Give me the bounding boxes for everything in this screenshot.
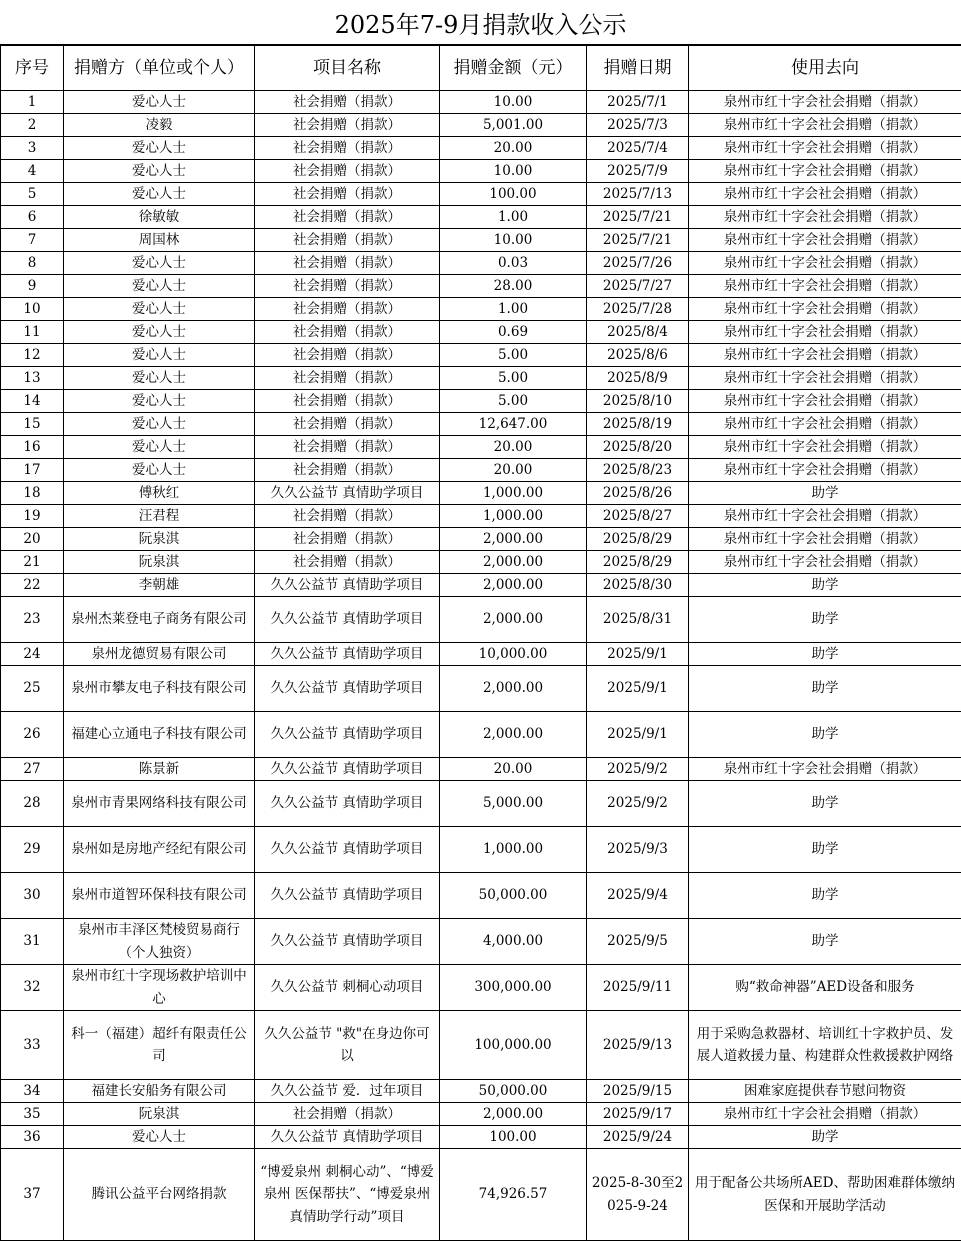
table-row: [1, 436, 961, 459]
cell-donor: 爱心人士: [64, 344, 255, 367]
cell-date: 2025/9/15: [587, 1080, 689, 1103]
cell-amount: 0.69: [440, 321, 587, 344]
cell-amount: 20.00: [440, 459, 587, 482]
cell-usage: 泉州市红十字会社会捐赠（捐款）: [689, 160, 961, 183]
cell-amount: 10.00: [440, 229, 587, 252]
cell-donor: 腾讯公益平台网络捐款: [64, 1149, 255, 1241]
cell-project: 久久公益节 刺桐心动项目: [255, 965, 440, 1011]
table-row: [1, 160, 961, 183]
cell-project: 久久公益节 真情助学项目: [255, 597, 440, 643]
cell-usage: 泉州市红十字会社会捐赠（捐款）: [689, 528, 961, 551]
cell-date: 2025/8/29: [587, 551, 689, 574]
cell-amount: 20.00: [440, 137, 587, 160]
cell-donor: 泉州市丰泽区梵棱贸易商行（个人独资）: [64, 919, 255, 965]
cell-usage: 助学: [689, 919, 961, 965]
cell-amount: 2,000.00: [440, 666, 587, 712]
cell-usage: 泉州市红十字会社会捐赠（捐款）: [689, 137, 961, 160]
cell-date: 2025/9/24: [587, 1126, 689, 1149]
cell-amount: 1,000.00: [440, 482, 587, 505]
cell-donor: 爱心人士: [64, 1126, 255, 1149]
cell-serial: 11: [1, 321, 64, 344]
cell-date: 2025/7/3: [587, 114, 689, 137]
cell-serial: 10: [1, 298, 64, 321]
table-row: [1, 1080, 961, 1103]
cell-usage: 购“救命神器”AED设备和服务: [689, 965, 961, 1011]
cell-usage: 助学: [689, 597, 961, 643]
cell-date: 2025/8/23: [587, 459, 689, 482]
cell-usage: 泉州市红十字会社会捐赠（捐款）: [689, 252, 961, 275]
cell-amount: 10.00: [440, 160, 587, 183]
header-usage: 使用去向: [689, 46, 961, 91]
cell-usage: 助学: [689, 827, 961, 873]
cell-amount: 5,000.00: [440, 781, 587, 827]
cell-usage: 用于采购急救器材、培训红十字救护员、发展人道救援力量、构建群众性救援救护网络: [689, 1011, 961, 1080]
cell-usage: 泉州市红十字会社会捐赠（捐款）: [689, 505, 961, 528]
table-row: [1, 344, 961, 367]
cell-serial: 8: [1, 252, 64, 275]
cell-amount: 1,000.00: [440, 827, 587, 873]
cell-donor: 科一（福建）超纤有限责任公司: [64, 1011, 255, 1080]
header-date: 捐赠日期: [587, 46, 689, 91]
cell-project: 社会捐赠（捐款）: [255, 160, 440, 183]
cell-amount: 2,000.00: [440, 597, 587, 643]
cell-donor: 阮泉淇: [64, 528, 255, 551]
cell-usage: 泉州市红十字会社会捐赠（捐款）: [689, 459, 961, 482]
cell-donor: 爱心人士: [64, 252, 255, 275]
cell-project: 社会捐赠（捐款）: [255, 551, 440, 574]
cell-date: 2025/9/4: [587, 873, 689, 919]
cell-donor: 爱心人士: [64, 160, 255, 183]
cell-project: 久久公益节 真情助学项目: [255, 482, 440, 505]
cell-serial: 12: [1, 344, 64, 367]
cell-project: 久久公益节 真情助学项目: [255, 666, 440, 712]
cell-amount: 1.00: [440, 298, 587, 321]
table-row: [1, 781, 961, 827]
cell-donor: 李朝雄: [64, 574, 255, 597]
cell-donor: 爱心人士: [64, 183, 255, 206]
header-serial: 序号: [1, 46, 64, 91]
cell-serial: 20: [1, 528, 64, 551]
cell-date: 2025/7/4: [587, 137, 689, 160]
cell-donor: 爱心人士: [64, 298, 255, 321]
table-row: [1, 413, 961, 436]
cell-serial: 4: [1, 160, 64, 183]
cell-donor: 爱心人士: [64, 91, 255, 114]
cell-donor: 汪君程: [64, 505, 255, 528]
cell-amount: 2,000.00: [440, 574, 587, 597]
cell-donor: 陈景新: [64, 758, 255, 781]
cell-donor: 周国林: [64, 229, 255, 252]
cell-project: 久久公益节 爱．过年项目: [255, 1080, 440, 1103]
table-row: [1, 137, 961, 160]
cell-donor: 阮泉淇: [64, 551, 255, 574]
cell-serial: 22: [1, 574, 64, 597]
cell-date: 2025/8/19: [587, 413, 689, 436]
cell-donor: 爱心人士: [64, 390, 255, 413]
cell-serial: 23: [1, 597, 64, 643]
cell-date: 2025/8/10: [587, 390, 689, 413]
cell-amount: 300,000.00: [440, 965, 587, 1011]
cell-date: 2025/8/4: [587, 321, 689, 344]
cell-date: 2025/9/17: [587, 1103, 689, 1126]
table-row: [1, 551, 961, 574]
cell-usage: 泉州市红十字会社会捐赠（捐款）: [689, 275, 961, 298]
cell-date: 2025/9/2: [587, 781, 689, 827]
cell-serial: 27: [1, 758, 64, 781]
table-row: [1, 873, 961, 919]
cell-project: 社会捐赠（捐款）: [255, 459, 440, 482]
table-row: [1, 758, 961, 781]
table-row: [1, 367, 961, 390]
cell-date: 2025/7/1: [587, 91, 689, 114]
cell-usage: 助学: [689, 712, 961, 758]
cell-serial: 3: [1, 137, 64, 160]
cell-date: 2025-8-30至2025-9-24: [587, 1149, 689, 1241]
cell-amount: 28.00: [440, 275, 587, 298]
cell-amount: 2,000.00: [440, 1103, 587, 1126]
cell-amount: 100,000.00: [440, 1011, 587, 1080]
cell-amount: 1,000.00: [440, 505, 587, 528]
cell-donor: 阮泉淇: [64, 1103, 255, 1126]
cell-date: 2025/7/26: [587, 252, 689, 275]
cell-usage: 助学: [689, 873, 961, 919]
cell-project: 久久公益节 真情助学项目: [255, 574, 440, 597]
cell-date: 2025/9/11: [587, 965, 689, 1011]
cell-serial: 16: [1, 436, 64, 459]
cell-serial: 33: [1, 1011, 64, 1080]
cell-donor: 爱心人士: [64, 137, 255, 160]
header-amount: 捐赠金额（元）: [440, 46, 587, 91]
header-donor: 捐赠方（单位或个人）: [64, 46, 255, 91]
table-row: [1, 252, 961, 275]
cell-amount: 2,000.00: [440, 528, 587, 551]
cell-project: 久久公益节 真情助学项目: [255, 712, 440, 758]
cell-serial: 14: [1, 390, 64, 413]
cell-donor: 徐敏敏: [64, 206, 255, 229]
cell-date: 2025/8/27: [587, 505, 689, 528]
cell-date: 2025/8/31: [587, 597, 689, 643]
header-project: 项目名称: [255, 46, 440, 91]
cell-usage: 泉州市红十字会社会捐赠（捐款）: [689, 413, 961, 436]
cell-project: 久久公益节 真情助学项目: [255, 827, 440, 873]
cell-project: 社会捐赠（捐款）: [255, 137, 440, 160]
cell-donor: 福建心立通电子科技有限公司: [64, 712, 255, 758]
table-row: [1, 390, 961, 413]
cell-amount: 100.00: [440, 1126, 587, 1149]
cell-amount: 10,000.00: [440, 643, 587, 666]
cell-amount: 5,001.00: [440, 114, 587, 137]
cell-project: 社会捐赠（捐款）: [255, 275, 440, 298]
cell-amount: 5.00: [440, 344, 587, 367]
cell-date: 2025/7/28: [587, 298, 689, 321]
cell-date: 2025/8/26: [587, 482, 689, 505]
table-row: [1, 1011, 961, 1080]
cell-usage: 泉州市红十字会社会捐赠（捐款）: [689, 390, 961, 413]
cell-serial: 37: [1, 1149, 64, 1241]
cell-donor: 泉州市攀友电子科技有限公司: [64, 666, 255, 712]
cell-project: 社会捐赠（捐款）: [255, 436, 440, 459]
header-row: [1, 46, 961, 91]
cell-serial: 18: [1, 482, 64, 505]
cell-amount: 0.03: [440, 252, 587, 275]
cell-date: 2025/8/20: [587, 436, 689, 459]
table-row: [1, 528, 961, 551]
cell-donor: 福建长安船务有限公司: [64, 1080, 255, 1103]
table-row: [1, 505, 961, 528]
cell-serial: 1: [1, 91, 64, 114]
cell-usage: 泉州市红十字会社会捐赠（捐款）: [689, 91, 961, 114]
cell-date: 2025/7/21: [587, 229, 689, 252]
cell-date: 2025/7/9: [587, 160, 689, 183]
cell-donor: 傅秋红: [64, 482, 255, 505]
cell-usage: 泉州市红十字会社会捐赠（捐款）: [689, 367, 961, 390]
cell-project: 久久公益节 真情助学项目: [255, 919, 440, 965]
cell-project: 社会捐赠（捐款）: [255, 367, 440, 390]
cell-usage: 泉州市红十字会社会捐赠（捐款）: [689, 183, 961, 206]
cell-amount: 50,000.00: [440, 1080, 587, 1103]
cell-project: 久久公益节 真情助学项目: [255, 758, 440, 781]
table-row: [1, 827, 961, 873]
cell-amount: 12,647.00: [440, 413, 587, 436]
cell-project: “博爱泉州 刺桐心动”、“博爱泉州 医保帮扶”、“博爱泉州 真情助学行动”项目: [255, 1149, 440, 1241]
cell-amount: 5.00: [440, 390, 587, 413]
table-row: [1, 1103, 961, 1126]
cell-project: 社会捐赠（捐款）: [255, 114, 440, 137]
cell-usage: 泉州市红十字会社会捐赠（捐款）: [689, 321, 961, 344]
cell-serial: 35: [1, 1103, 64, 1126]
cell-serial: 25: [1, 666, 64, 712]
cell-project: 社会捐赠（捐款）: [255, 528, 440, 551]
cell-date: 2025/7/27: [587, 275, 689, 298]
cell-serial: 15: [1, 413, 64, 436]
cell-date: 2025/9/13: [587, 1011, 689, 1080]
cell-project: 社会捐赠（捐款）: [255, 390, 440, 413]
cell-usage: 泉州市红十字会社会捐赠（捐款）: [689, 298, 961, 321]
table-body: [1, 91, 961, 1241]
cell-project: 社会捐赠（捐款）: [255, 1103, 440, 1126]
cell-project: 久久公益节 "救"在身边你可以: [255, 1011, 440, 1080]
page-title: 2025年7-9月捐款收入公示: [0, 0, 961, 45]
cell-usage: 泉州市红十字会社会捐赠（捐款）: [689, 436, 961, 459]
cell-donor: 爱心人士: [64, 459, 255, 482]
cell-serial: 6: [1, 206, 64, 229]
cell-serial: 31: [1, 919, 64, 965]
cell-project: 社会捐赠（捐款）: [255, 344, 440, 367]
table-row: [1, 643, 961, 666]
cell-amount: 2,000.00: [440, 712, 587, 758]
cell-usage: 助学: [689, 666, 961, 712]
table-row: [1, 275, 961, 298]
cell-project: 久久公益节 真情助学项目: [255, 873, 440, 919]
cell-usage: 助学: [689, 643, 961, 666]
cell-amount: 10.00: [440, 91, 587, 114]
cell-usage: 助学: [689, 482, 961, 505]
cell-amount: 20.00: [440, 436, 587, 459]
cell-donor: 泉州龙德贸易有限公司: [64, 643, 255, 666]
cell-date: 2025/8/30: [587, 574, 689, 597]
cell-amount: 1.00: [440, 206, 587, 229]
cell-usage: 泉州市红十字会社会捐赠（捐款）: [689, 344, 961, 367]
cell-usage: 用于配备公共场所AED、帮助困难群体缴纳医保和开展助学活动: [689, 1149, 961, 1241]
cell-usage: 泉州市红十字会社会捐赠（捐款）: [689, 114, 961, 137]
table-row: [1, 574, 961, 597]
cell-date: 2025/7/21: [587, 206, 689, 229]
cell-usage: 困难家庭提供春节慰问物资: [689, 1080, 961, 1103]
cell-usage: 泉州市红十字会社会捐赠（捐款）: [689, 758, 961, 781]
cell-project: 社会捐赠（捐款）: [255, 505, 440, 528]
cell-serial: 24: [1, 643, 64, 666]
table-row: [1, 482, 961, 505]
table-row: [1, 666, 961, 712]
cell-donor: 爱心人士: [64, 275, 255, 298]
table-row: [1, 91, 961, 114]
cell-donor: 泉州市青果网络科技有限公司: [64, 781, 255, 827]
cell-project: 社会捐赠（捐款）: [255, 298, 440, 321]
cell-date: 2025/9/1: [587, 643, 689, 666]
table-row: [1, 298, 961, 321]
cell-serial: 28: [1, 781, 64, 827]
cell-project: 社会捐赠（捐款）: [255, 413, 440, 436]
cell-usage: 助学: [689, 1126, 961, 1149]
cell-project: 久久公益节 真情助学项目: [255, 781, 440, 827]
table-row: [1, 965, 961, 1011]
cell-project: 社会捐赠（捐款）: [255, 229, 440, 252]
cell-amount: 100.00: [440, 183, 587, 206]
table-row: [1, 206, 961, 229]
cell-donor: 爱心人士: [64, 413, 255, 436]
cell-date: 2025/7/13: [587, 183, 689, 206]
cell-amount: 50,000.00: [440, 873, 587, 919]
cell-amount: 20.00: [440, 758, 587, 781]
cell-donor: 爱心人士: [64, 321, 255, 344]
cell-date: 2025/8/9: [587, 367, 689, 390]
cell-donor: 泉州市红十字现场救护培训中心: [64, 965, 255, 1011]
table-row: [1, 229, 961, 252]
cell-donor: 爱心人士: [64, 367, 255, 390]
cell-serial: 5: [1, 183, 64, 206]
donation-table: [0, 45, 961, 1241]
cell-amount: 4,000.00: [440, 919, 587, 965]
cell-project: 社会捐赠（捐款）: [255, 183, 440, 206]
cell-usage: 泉州市红十字会社会捐赠（捐款）: [689, 1103, 961, 1126]
cell-serial: 30: [1, 873, 64, 919]
cell-serial: 29: [1, 827, 64, 873]
cell-donor: 凌毅: [64, 114, 255, 137]
cell-usage: 泉州市红十字会社会捐赠（捐款）: [689, 551, 961, 574]
table-row: [1, 459, 961, 482]
table-row: [1, 183, 961, 206]
cell-serial: 2: [1, 114, 64, 137]
table-row: [1, 919, 961, 965]
cell-amount: 2,000.00: [440, 551, 587, 574]
cell-project: 久久公益节 真情助学项目: [255, 1126, 440, 1149]
cell-usage: 泉州市红十字会社会捐赠（捐款）: [689, 229, 961, 252]
cell-usage: 泉州市红十字会社会捐赠（捐款）: [689, 206, 961, 229]
cell-project: 久久公益节 真情助学项目: [255, 643, 440, 666]
cell-project: 社会捐赠（捐款）: [255, 206, 440, 229]
cell-usage: 助学: [689, 781, 961, 827]
cell-date: 2025/9/2: [587, 758, 689, 781]
cell-amount: 5.00: [440, 367, 587, 390]
table-row: [1, 321, 961, 344]
cell-donor: 泉州杰莱登电子商务有限公司: [64, 597, 255, 643]
cell-serial: 21: [1, 551, 64, 574]
cell-serial: 13: [1, 367, 64, 390]
cell-project: 社会捐赠（捐款）: [255, 321, 440, 344]
cell-serial: 17: [1, 459, 64, 482]
cell-serial: 32: [1, 965, 64, 1011]
cell-project: 社会捐赠（捐款）: [255, 252, 440, 275]
cell-donor: 泉州如是房地产经纪有限公司: [64, 827, 255, 873]
cell-serial: 7: [1, 229, 64, 252]
cell-serial: 36: [1, 1126, 64, 1149]
cell-date: 2025/9/3: [587, 827, 689, 873]
table-row: [1, 114, 961, 137]
cell-date: 2025/9/5: [587, 919, 689, 965]
table-row: [1, 712, 961, 758]
cell-donor: 爱心人士: [64, 436, 255, 459]
cell-project: 社会捐赠（捐款）: [255, 91, 440, 114]
table-row: [1, 1126, 961, 1149]
cell-usage: 助学: [689, 574, 961, 597]
cell-serial: 19: [1, 505, 64, 528]
cell-date: 2025/9/1: [587, 712, 689, 758]
table-row: [1, 1149, 961, 1241]
cell-donor: 泉州市道智环保科技有限公司: [64, 873, 255, 919]
cell-amount: 74,926.57: [440, 1149, 587, 1241]
cell-date: 2025/8/6: [587, 344, 689, 367]
cell-date: 2025/8/29: [587, 528, 689, 551]
cell-date: 2025/9/1: [587, 666, 689, 712]
table-row: [1, 597, 961, 643]
cell-serial: 9: [1, 275, 64, 298]
cell-serial: 34: [1, 1080, 64, 1103]
cell-serial: 26: [1, 712, 64, 758]
